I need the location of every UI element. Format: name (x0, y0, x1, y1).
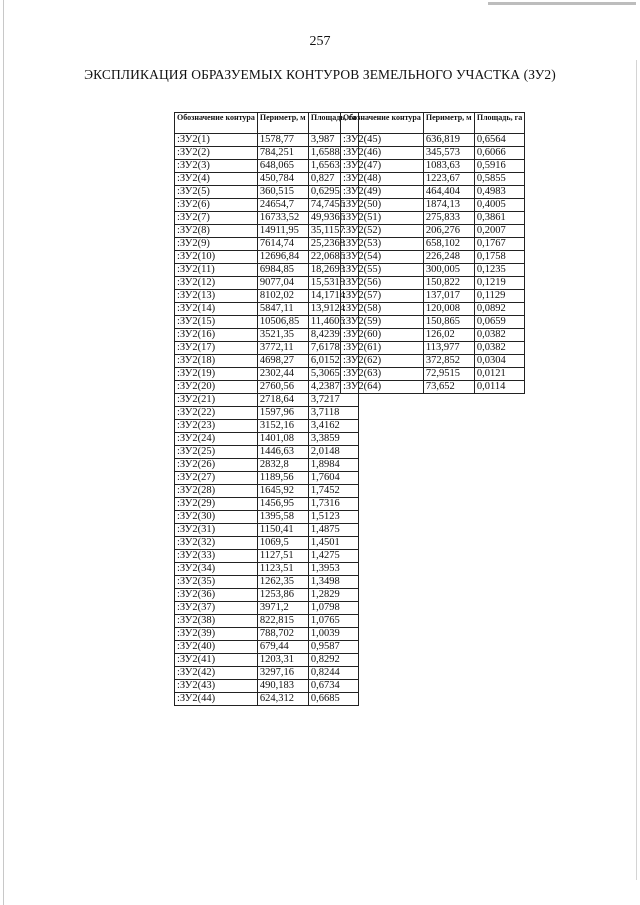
cell-perimeter: 1150,41 (257, 524, 308, 537)
cell-area: 0,1235 (474, 264, 524, 277)
cell-perimeter: 150,865 (423, 316, 474, 329)
cell-contour: :ЗУ2(1) (175, 134, 258, 147)
cell-contour: :ЗУ2(9) (175, 238, 258, 251)
cell-area: 0,827 (308, 173, 358, 186)
cell-perimeter: 1395,58 (257, 511, 308, 524)
header-area: Площадь, га (474, 113, 524, 134)
table-row (175, 615, 359, 628)
table-row (175, 173, 359, 186)
table-row (175, 225, 359, 238)
header-perimeter: Периметр, м (257, 113, 308, 134)
cell-perimeter: 1253,86 (257, 589, 308, 602)
cell-contour: :ЗУ2(55) (341, 264, 424, 277)
cell-area: 0,0892 (474, 303, 524, 316)
cell-perimeter: 4698,27 (257, 355, 308, 368)
cell-area: 1,3953 (308, 563, 358, 576)
cell-area: 1,3498 (308, 576, 358, 589)
cell-area: 3,4162 (308, 420, 358, 433)
cell-contour: :ЗУ2(33) (175, 550, 258, 563)
cell-area: 0,6734 (308, 680, 358, 693)
cell-area: 6,0152 (308, 355, 358, 368)
cell-contour: :ЗУ2(63) (341, 368, 424, 381)
cell-area: 0,9587 (308, 641, 358, 654)
table-row (175, 264, 359, 277)
cell-contour: :ЗУ2(13) (175, 290, 258, 303)
cell-perimeter: 1578,77 (257, 134, 308, 147)
cell-area: 8,4239 (308, 329, 358, 342)
cell-perimeter: 372,852 (423, 355, 474, 368)
cell-contour: :ЗУ2(12) (175, 277, 258, 290)
cell-contour: :ЗУ2(36) (175, 589, 258, 602)
cell-area: 0,6564 (474, 134, 524, 147)
cell-contour: :ЗУ2(50) (341, 199, 424, 212)
table-row (175, 251, 359, 264)
cell-area: 18,2693 (308, 264, 358, 277)
cell-area: 22,0686 (308, 251, 358, 264)
cell-perimeter: 3521,35 (257, 329, 308, 342)
cell-contour: :ЗУ2(34) (175, 563, 258, 576)
cell-contour: :ЗУ2(40) (175, 641, 258, 654)
cell-contour: :ЗУ2(27) (175, 472, 258, 485)
table-row (175, 524, 359, 537)
cell-area: 0,8292 (308, 654, 358, 667)
cell-area: 0,0121 (474, 368, 524, 381)
cell-area: 4,2387 (308, 381, 358, 394)
cell-perimeter: 1262,35 (257, 576, 308, 589)
cell-contour: :ЗУ2(14) (175, 303, 258, 316)
cell-contour: :ЗУ2(16) (175, 329, 258, 342)
cell-perimeter: 1083,63 (423, 160, 474, 173)
table-header-row (341, 113, 525, 134)
cell-perimeter: 1123,51 (257, 563, 308, 576)
cell-area: 3,7118 (308, 407, 358, 420)
table-row (175, 589, 359, 602)
cell-perimeter: 137,017 (423, 290, 474, 303)
cell-contour: :ЗУ2(62) (341, 355, 424, 368)
cell-perimeter: 784,251 (257, 147, 308, 160)
cell-perimeter: 120,008 (423, 303, 474, 316)
cell-perimeter: 1446,63 (257, 446, 308, 459)
table-row (175, 498, 359, 511)
table-row (341, 381, 525, 394)
cell-perimeter: 788,702 (257, 628, 308, 641)
cell-area: 7,6178 (308, 342, 358, 355)
cell-perimeter: 624,312 (257, 693, 308, 706)
cell-perimeter: 113,977 (423, 342, 474, 355)
cell-contour: :ЗУ2(42) (175, 667, 258, 680)
table-row (175, 693, 359, 706)
cell-contour: :ЗУ2(28) (175, 485, 258, 498)
cell-contour: :ЗУ2(22) (175, 407, 258, 420)
cell-perimeter: 7614,74 (257, 238, 308, 251)
cell-area: 74,7456 (308, 199, 358, 212)
cell-contour: :ЗУ2(3) (175, 160, 258, 173)
table-body-left (175, 134, 359, 706)
table-row (175, 238, 359, 251)
cell-contour: :ЗУ2(8) (175, 225, 258, 238)
table-row (341, 264, 525, 277)
cell-area: 0,1219 (474, 277, 524, 290)
table-row (175, 134, 359, 147)
cell-perimeter: 490,183 (257, 680, 308, 693)
cell-perimeter: 648,065 (257, 160, 308, 173)
cell-contour: :ЗУ2(10) (175, 251, 258, 264)
scan-left-edge (3, 0, 4, 905)
table-row (175, 342, 359, 355)
table-row (341, 290, 525, 303)
cell-area: 0,0114 (474, 381, 524, 394)
cell-area: 1,0798 (308, 602, 358, 615)
cell-area: 1,5123 (308, 511, 358, 524)
cell-contour: :ЗУ2(30) (175, 511, 258, 524)
cell-contour: :ЗУ2(6) (175, 199, 258, 212)
cell-area: 11,4606 (308, 316, 358, 329)
cell-area: 0,1767 (474, 238, 524, 251)
cell-perimeter: 126,02 (423, 329, 474, 342)
table-row (341, 316, 525, 329)
cell-contour: :ЗУ2(7) (175, 212, 258, 225)
cell-perimeter: 10506,85 (257, 316, 308, 329)
cell-contour: :ЗУ2(48) (341, 173, 424, 186)
cell-contour: :ЗУ2(38) (175, 615, 258, 628)
table-row (175, 472, 359, 485)
cell-perimeter: 226,248 (423, 251, 474, 264)
header-area: Площадь, га (308, 113, 358, 134)
cell-area: 49,9366 (308, 212, 358, 225)
table-row (341, 134, 525, 147)
cell-perimeter: 5847,11 (257, 303, 308, 316)
cell-contour: :ЗУ2(26) (175, 459, 258, 472)
table-row (175, 160, 359, 173)
cell-area: 25,2368 (308, 238, 358, 251)
table-row (175, 381, 359, 394)
cell-contour: :ЗУ2(18) (175, 355, 258, 368)
cell-perimeter: 12696,84 (257, 251, 308, 264)
cell-perimeter: 1597,96 (257, 407, 308, 420)
cell-area: 0,0304 (474, 355, 524, 368)
cell-perimeter: 9077,04 (257, 277, 308, 290)
cell-perimeter: 1069,5 (257, 537, 308, 550)
cell-perimeter: 3152,16 (257, 420, 308, 433)
cell-area: 1,2829 (308, 589, 358, 602)
cell-area: 0,6066 (474, 147, 524, 160)
cell-area: 1,7604 (308, 472, 358, 485)
cell-contour: :ЗУ2(61) (341, 342, 424, 355)
cell-perimeter: 450,784 (257, 173, 308, 186)
cell-area: 1,6563 (308, 160, 358, 173)
cell-perimeter: 679,44 (257, 641, 308, 654)
cell-area: 0,6295 (308, 186, 358, 199)
table-row (175, 368, 359, 381)
cell-area: 0,1129 (474, 290, 524, 303)
table-row (341, 173, 525, 186)
cell-perimeter: 1401,08 (257, 433, 308, 446)
table-row (175, 628, 359, 641)
cell-contour: :ЗУ2(53) (341, 238, 424, 251)
table-row (175, 212, 359, 225)
table-row (175, 303, 359, 316)
cell-perimeter: 1223,67 (423, 173, 474, 186)
cell-contour: :ЗУ2(47) (341, 160, 424, 173)
cell-contour: :ЗУ2(59) (341, 316, 424, 329)
cell-perimeter: 822,815 (257, 615, 308, 628)
cell-contour: :ЗУ2(57) (341, 290, 424, 303)
cell-contour: :ЗУ2(37) (175, 602, 258, 615)
cell-contour: :ЗУ2(29) (175, 498, 258, 511)
cell-perimeter: 3772,11 (257, 342, 308, 355)
table-row (341, 355, 525, 368)
cell-contour: :ЗУ2(64) (341, 381, 424, 394)
cell-perimeter: 658,102 (423, 238, 474, 251)
cell-perimeter: 3297,16 (257, 667, 308, 680)
cell-area: 1,7452 (308, 485, 358, 498)
cell-area: 1,8984 (308, 459, 358, 472)
scan-mark (488, 2, 636, 5)
table-header-row (175, 113, 359, 134)
table-row (175, 316, 359, 329)
cell-area: 1,4275 (308, 550, 358, 563)
table-row (175, 277, 359, 290)
cell-perimeter: 73,652 (423, 381, 474, 394)
table-row (175, 394, 359, 407)
table-row (175, 550, 359, 563)
cell-perimeter: 1645,92 (257, 485, 308, 498)
cell-contour: :ЗУ2(46) (341, 147, 424, 160)
cell-perimeter: 14911,95 (257, 225, 308, 238)
cell-contour: :ЗУ2(58) (341, 303, 424, 316)
cell-perimeter: 16733,52 (257, 212, 308, 225)
cell-perimeter: 464,404 (423, 186, 474, 199)
table-row (175, 446, 359, 459)
cell-area: 15,5319 (308, 277, 358, 290)
cell-perimeter: 360,515 (257, 186, 308, 199)
cell-area: 2,0148 (308, 446, 358, 459)
cell-contour: :ЗУ2(20) (175, 381, 258, 394)
table-body-right (341, 134, 525, 394)
cell-perimeter: 2760,56 (257, 381, 308, 394)
cell-perimeter: 275,833 (423, 212, 474, 225)
table-row (341, 251, 525, 264)
cell-area: 1,6588 (308, 147, 358, 160)
cell-perimeter: 2302,44 (257, 368, 308, 381)
cell-contour: :ЗУ2(25) (175, 446, 258, 459)
cell-contour: :ЗУ2(11) (175, 264, 258, 277)
cell-area: 14,1714 (308, 290, 358, 303)
cell-contour: :ЗУ2(32) (175, 537, 258, 550)
cell-perimeter: 1127,51 (257, 550, 308, 563)
table-row (175, 485, 359, 498)
cell-area: 3,3859 (308, 433, 358, 446)
cell-contour: :ЗУ2(17) (175, 342, 258, 355)
cell-contour: :ЗУ2(2) (175, 147, 258, 160)
table-row (175, 576, 359, 589)
cell-area: 0,2007 (474, 225, 524, 238)
table-row (341, 329, 525, 342)
cell-perimeter: 150,822 (423, 277, 474, 290)
header-contour: Обозначение контура (341, 113, 424, 134)
scan-right-edge (636, 60, 637, 880)
table-row (175, 641, 359, 654)
cell-area: 1,0039 (308, 628, 358, 641)
cell-contour: :ЗУ2(51) (341, 212, 424, 225)
table-row (341, 303, 525, 316)
table-row (175, 355, 359, 368)
table-row (341, 212, 525, 225)
header-perimeter: Периметр, м (423, 113, 474, 134)
table-row (175, 563, 359, 576)
table-row (175, 680, 359, 693)
cell-perimeter: 2718,64 (257, 394, 308, 407)
table-row (341, 186, 525, 199)
table-row (175, 290, 359, 303)
table-row (341, 277, 525, 290)
cell-contour: :ЗУ2(54) (341, 251, 424, 264)
table-row (175, 186, 359, 199)
cell-perimeter: 1189,56 (257, 472, 308, 485)
cell-contour: :ЗУ2(41) (175, 654, 258, 667)
cell-contour: :ЗУ2(49) (341, 186, 424, 199)
cell-contour: :ЗУ2(19) (175, 368, 258, 381)
cell-area: 0,5916 (474, 160, 524, 173)
table-row (341, 199, 525, 212)
cell-area: 0,1758 (474, 251, 524, 264)
table-row (175, 433, 359, 446)
cell-perimeter: 2832,8 (257, 459, 308, 472)
cell-area: 13,9124 (308, 303, 358, 316)
table-row (175, 602, 359, 615)
table-row (175, 147, 359, 160)
table-row (341, 342, 525, 355)
cell-contour: :ЗУ2(56) (341, 277, 424, 290)
table-row (175, 420, 359, 433)
contours-table-left (174, 112, 359, 706)
table-row (341, 238, 525, 251)
cell-perimeter: 206,276 (423, 225, 474, 238)
document-title: ЭКСПЛИКАЦИЯ ОБРАЗУЕМЫХ КОНТУРОВ ЗЕМЕЛЬНОГО УЧАСТКА (ЗУ2) (84, 67, 556, 82)
page-number: 257 (309, 34, 331, 49)
cell-area: 0,4983 (474, 186, 524, 199)
table-row (341, 368, 525, 381)
cell-perimeter: 1874,13 (423, 199, 474, 212)
cell-area: 0,3861 (474, 212, 524, 225)
cell-perimeter: 24654,7 (257, 199, 308, 212)
header-contour: Обозначение контура (175, 113, 258, 134)
cell-contour: :ЗУ2(39) (175, 628, 258, 641)
cell-contour: :ЗУ2(15) (175, 316, 258, 329)
cell-perimeter: 345,573 (423, 147, 474, 160)
cell-area: 1,4501 (308, 537, 358, 550)
table-row (175, 667, 359, 680)
cell-perimeter: 300,005 (423, 264, 474, 277)
cell-area: 3,987 (308, 134, 358, 147)
table-row (175, 511, 359, 524)
cell-area: 0,0659 (474, 316, 524, 329)
cell-area: 0,0382 (474, 342, 524, 355)
cell-contour: :ЗУ2(60) (341, 329, 424, 342)
cell-contour: :ЗУ2(31) (175, 524, 258, 537)
cell-contour: :ЗУ2(4) (175, 173, 258, 186)
cell-contour: :ЗУ2(52) (341, 225, 424, 238)
cell-area: 5,3065 (308, 368, 358, 381)
cell-perimeter: 8102,02 (257, 290, 308, 303)
cell-area: 3,7217 (308, 394, 358, 407)
table-row (175, 537, 359, 550)
cell-contour: :ЗУ2(21) (175, 394, 258, 407)
cell-area: 0,5855 (474, 173, 524, 186)
cell-area: 0,8244 (308, 667, 358, 680)
table-row (341, 147, 525, 160)
cell-contour: :ЗУ2(43) (175, 680, 258, 693)
cell-area: 1,7316 (308, 498, 358, 511)
cell-area: 0,6685 (308, 693, 358, 706)
cell-perimeter: 3971,2 (257, 602, 308, 615)
table-row (175, 459, 359, 472)
cell-area: 1,0765 (308, 615, 358, 628)
cell-perimeter: 1203,31 (257, 654, 308, 667)
cell-contour: :ЗУ2(35) (175, 576, 258, 589)
cell-contour: :ЗУ2(5) (175, 186, 258, 199)
table-row (175, 329, 359, 342)
cell-area: 1,4875 (308, 524, 358, 537)
cell-perimeter: 6984,85 (257, 264, 308, 277)
cell-contour: :ЗУ2(24) (175, 433, 258, 446)
table-row (341, 160, 525, 173)
table-row (175, 654, 359, 667)
cell-contour: :ЗУ2(44) (175, 693, 258, 706)
cell-perimeter: 72,9515 (423, 368, 474, 381)
cell-area: 35,1157 (308, 225, 358, 238)
cell-perimeter: 1456,95 (257, 498, 308, 511)
table-row (175, 199, 359, 212)
cell-perimeter: 636,819 (423, 134, 474, 147)
cell-contour: :ЗУ2(45) (341, 134, 424, 147)
contours-table-right (340, 112, 525, 394)
table-row (341, 225, 525, 238)
cell-area: 0,0382 (474, 329, 524, 342)
table-row (175, 407, 359, 420)
cell-contour: :ЗУ2(23) (175, 420, 258, 433)
cell-area: 0,4005 (474, 199, 524, 212)
